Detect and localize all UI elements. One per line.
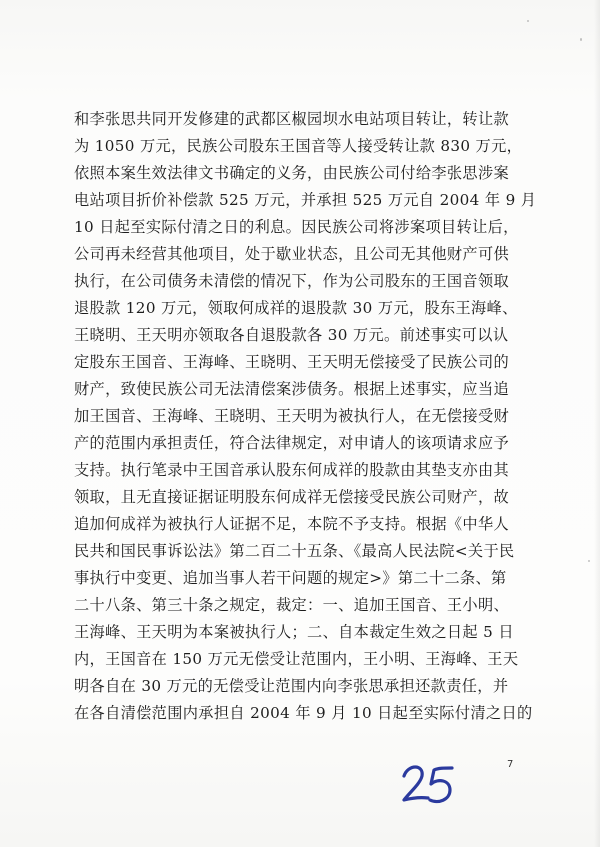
handwritten-number-graphic (398, 758, 458, 808)
text-line: 二十八条、第三十条之规定，裁定：一、追加王国音、王小明、 (74, 596, 510, 614)
text-line: 为 1050 万元，民族公司股东王国音等人接受转让款 830 万元， (74, 137, 523, 155)
text-line: 事执行中变更、追加当事人若干问题的规定>》第二十二条、第 (74, 569, 507, 587)
text-line: 追加何成祥为被执行人证据不足，本院不予支持。根据《中华人 (74, 515, 510, 533)
text-line: 产的范围内承担责任，符合法律规定，对申请人的该项请求应予 (74, 434, 510, 452)
text-line: 加王国音、王海峰、王晓明、王天明为被执行人，在无偿接受财 (74, 407, 510, 425)
text-line: 在各自清偿范围内承担自 2004 年 9 月 10 日起至实际付清之日的 (74, 704, 533, 722)
text-line: 支持。执行笔录中王国音承认股东何成祥的股款由其垫支亦由其 (74, 461, 510, 479)
text-line: 定股东王国音、王海峰、王晓明、王天明无偿接受了民族公司的 (74, 353, 510, 371)
text-line: 10 日起至实际付清之日的利息。因民族公司将涉案项目转让后， (74, 218, 519, 236)
text-line: 执行，在公司债务未清偿的情况下，作为公司股东的王国音领取 (74, 272, 510, 290)
text-line: 民共和国民事诉讼法》第二百二十五条、《最高人民法院<关于民 (74, 542, 515, 560)
text-line: 公司再未经营其他项目，处于歇业状态，且公司无其他财产可供 (74, 245, 510, 263)
text-line: 依照本案生效法律文书确定的义务，由民族公司付给李张思涉案 (74, 164, 510, 182)
text-line: 退股款 120 万元，领取何成祥的退股款 30 万元，股东王海峰、 (74, 299, 518, 317)
text-line: 内，王国音在 150 万元无偿受让范围内，王小明、王海峰、王天 (74, 650, 519, 668)
text-line: 领取，且无直接证据证明股东何成祥无偿接受民族公司财产，故 (74, 488, 510, 506)
text-line: 电站项目折价补偿款 525 万元，并承担 525 万元自 2004 年 9 月 (74, 191, 537, 209)
text-line: 王海峰、王天明为本案被执行人；二、自本裁定生效之日起 5 日 (74, 623, 514, 641)
page-number: 7 (507, 759, 514, 770)
text-line: 王晓明、王天明亦领取各自退股款各 30 万元。前述事实可以认 (74, 326, 509, 344)
text-line: 财产，致使民族公司无法清偿案涉债务。根据上述事实，应当追 (74, 380, 510, 398)
handwritten-page-mark (398, 758, 458, 808)
text-line: 和李张思共同开发修建的武都区椒园坝水电站项目转让，转让款 (74, 110, 510, 128)
text-line: 明各自在 30 万元的无偿受让范围内向李张思承担还款责任，并 (74, 677, 509, 695)
